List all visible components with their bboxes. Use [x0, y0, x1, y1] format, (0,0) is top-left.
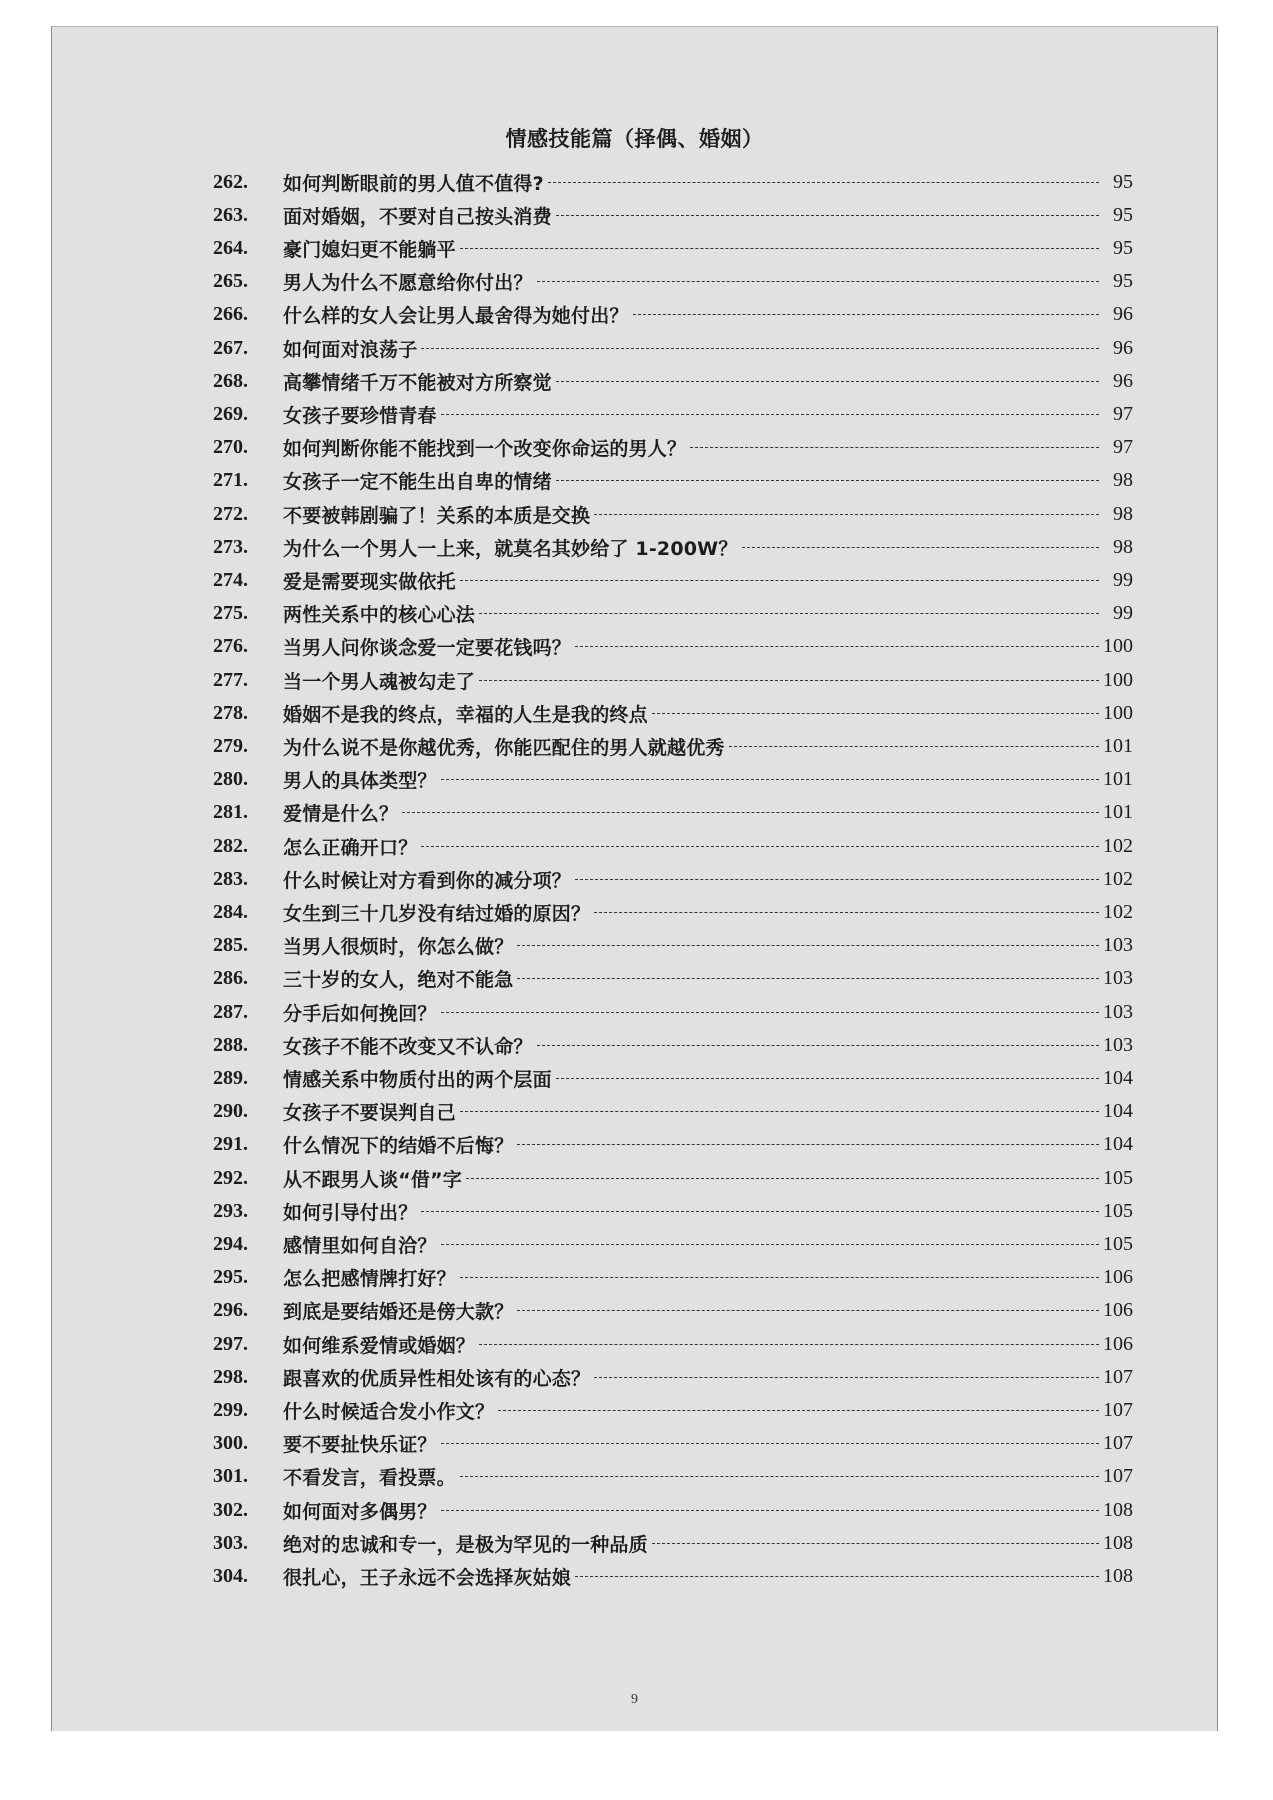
toc-dot-leader [575, 646, 1099, 647]
toc-entry-page: 108 [1103, 1564, 1133, 1587]
toc-entry-page: 98 [1113, 502, 1133, 525]
toc-entry[interactable] [213, 1063, 1133, 1093]
toc-dot-leader [517, 1310, 1099, 1311]
toc-entry-title: 分手后如何挽回？ [283, 1002, 437, 1025]
toc-entry-title: 不要被韩剧骗了！关系的本质是交换 [283, 504, 591, 527]
toc-entry-page: 106 [1103, 1266, 1133, 1289]
toc-dot-leader [441, 779, 1099, 780]
toc-entry-title: 什么时候适合发小作文？ [283, 1400, 495, 1423]
toc-dot-leader [517, 978, 1099, 979]
toc-dot-leader [460, 1277, 1099, 1278]
toc-entry-number: 270. [213, 436, 248, 459]
toc-entry-number: 284. [213, 900, 248, 923]
toc-entry-number: 287. [213, 1000, 248, 1023]
toc-entry[interactable] [213, 399, 1133, 429]
toc-entry-number: 291. [213, 1133, 248, 1156]
toc-dot-leader [594, 912, 1099, 913]
toc-entry[interactable] [213, 931, 1133, 961]
toc-entry-page: 102 [1103, 834, 1133, 857]
toc-entry[interactable] [213, 897, 1133, 927]
toc-entry-number: 263. [213, 203, 248, 226]
toc-entry-number: 276. [213, 635, 248, 658]
toc-entry-title: 如何面对多偶男？ [283, 1500, 437, 1523]
toc-dot-leader [742, 547, 1099, 548]
toc-entry-title: 什么样的女人会让男人最舍得为她付出？ [283, 305, 629, 328]
toc-entry-number: 298. [213, 1365, 248, 1388]
page-number: 9 [631, 1692, 638, 1707]
toc-entry-number: 280. [213, 768, 248, 791]
toc-entry-title: 婚姻不是我的终点，幸福的人生是我的终点 [283, 703, 648, 726]
toc-entry-number: 283. [213, 867, 248, 890]
toc-entry-number: 290. [213, 1100, 248, 1123]
toc-dot-leader [594, 1377, 1099, 1378]
toc-entry-page: 106 [1103, 1299, 1133, 1322]
toc-entry[interactable] [213, 233, 1133, 263]
toc-entry-number: 289. [213, 1066, 248, 1089]
toc-dot-leader [441, 1012, 1099, 1013]
toc-dot-leader [479, 680, 1099, 681]
toc-entry-number: 295. [213, 1266, 248, 1289]
toc-dot-leader [498, 1410, 1099, 1411]
toc-entry-title: 绝对的忠诚和专一，是极为罕见的一种品质 [283, 1533, 648, 1556]
toc-entry-title: 高攀情绪千万不能被对方所察觉 [283, 371, 552, 394]
toc-dot-leader [460, 1111, 1099, 1112]
toc-entry-title: 要不要扯快乐证？ [283, 1434, 437, 1457]
toc-entry-title: 如何面对浪荡子 [283, 338, 418, 361]
toc-entry-number: 292. [213, 1166, 248, 1189]
toc-entry-page: 103 [1103, 967, 1133, 990]
toc-entry-page: 96 [1113, 303, 1133, 326]
toc-dot-leader [479, 613, 1099, 614]
toc-entry-number: 297. [213, 1332, 248, 1355]
toc-entry[interactable] [213, 300, 1133, 330]
toc-entry-title: 怎么把感情牌打好？ [283, 1268, 456, 1291]
toc-entry-title: 两性关系中的核心心法 [283, 604, 476, 627]
toc-entry-page: 99 [1113, 602, 1133, 625]
toc-dot-leader [556, 1078, 1099, 1079]
toc-entry-number: 275. [213, 602, 248, 625]
toc-entry-number: 267. [213, 336, 248, 359]
toc-entry[interactable] [213, 1528, 1133, 1558]
toc-entry-number: 282. [213, 834, 248, 857]
toc-entry-number: 300. [213, 1432, 248, 1455]
toc-entry[interactable] [213, 1030, 1133, 1060]
toc-entry-page: 107 [1103, 1465, 1133, 1488]
toc-entry-number: 262. [213, 170, 248, 193]
toc-entry-page: 97 [1113, 436, 1133, 459]
toc-entry-title: 情感关系中物质付出的两个层面 [283, 1068, 552, 1091]
toc-dot-leader [441, 414, 1099, 415]
toc-entry[interactable] [213, 964, 1133, 994]
toc-entry[interactable] [213, 864, 1133, 894]
toc-dot-leader [594, 514, 1099, 515]
toc-dot-leader [556, 480, 1099, 481]
toc-dot-leader [537, 281, 1099, 282]
toc-entry[interactable] [213, 1263, 1133, 1293]
toc-entry-page: 104 [1103, 1066, 1133, 1089]
toc-dot-leader [441, 1510, 1099, 1511]
toc-entry-number: 288. [213, 1033, 248, 1056]
toc-entry-page: 107 [1103, 1365, 1133, 1388]
toc-entry[interactable] [213, 665, 1133, 695]
toc-entry[interactable] [213, 267, 1133, 297]
toc-entry-title: 男人为什么不愿意给你付出？ [283, 272, 533, 295]
toc-dot-leader [556, 381, 1099, 382]
toc-entry[interactable] [213, 1097, 1133, 1127]
toc-entry-number: 268. [213, 369, 248, 392]
toc-entry-page: 104 [1103, 1133, 1133, 1156]
toc-entry-title: 为什么说不是你越优秀，你能匹配住的男人就越优秀 [283, 736, 725, 759]
toc-entry-title: 如何判断眼前的男人值不值得? [283, 172, 544, 195]
toc-entry-title: 怎么正确开口？ [283, 836, 418, 859]
toc-entry-title: 从不跟男人谈“借”字 [283, 1168, 462, 1191]
toc-dot-leader [402, 812, 1099, 813]
toc-entry-title: 很扎心，王子永远不会选择灰姑娘 [283, 1566, 572, 1589]
toc-entry[interactable] [213, 1163, 1133, 1193]
toc-entry-number: 304. [213, 1564, 248, 1587]
toc-entry-title: 感情里如何自洽？ [283, 1234, 437, 1257]
toc-entry-page: 103 [1103, 1000, 1133, 1023]
toc-entry-title: 如何判断你能不能找到一个改变你命运的男人？ [283, 438, 687, 461]
toc-dot-leader [460, 1476, 1099, 1477]
toc-dot-leader [652, 1543, 1099, 1544]
toc-entry-page: 96 [1113, 336, 1133, 359]
toc-entry-number: 274. [213, 568, 248, 591]
toc-entry-page: 101 [1103, 734, 1133, 757]
toc-entry-page: 106 [1103, 1332, 1133, 1355]
toc-entry-number: 279. [213, 734, 248, 757]
toc-entry[interactable] [213, 565, 1133, 595]
toc-entry[interactable] [213, 466, 1133, 496]
toc-entry[interactable] [213, 1229, 1133, 1259]
toc-entry-number: 273. [213, 535, 248, 558]
toc-entry-page: 100 [1103, 701, 1133, 724]
toc-entry[interactable] [213, 731, 1133, 761]
toc-entry-title: 豪门媳妇更不能躺平 [283, 238, 456, 261]
toc-entry-page: 108 [1103, 1531, 1133, 1554]
toc-entry-page: 105 [1103, 1166, 1133, 1189]
toc-entry-number: 299. [213, 1398, 248, 1421]
toc-entry-title: 到底是要结婚还是傍大款？ [283, 1301, 514, 1324]
toc-entry-page: 108 [1103, 1498, 1133, 1521]
toc-entry[interactable] [213, 599, 1133, 629]
toc-entry[interactable] [213, 433, 1133, 463]
toc-entry-title: 当一个男人魂被勾走了 [283, 670, 476, 693]
toc-entry-page: 98 [1113, 535, 1133, 558]
toc-entry-page: 100 [1103, 635, 1133, 658]
toc-entry-title: 当男人问你谈念爱一定要花钱吗？ [283, 637, 572, 660]
toc-entry-title: 爱是需要现实做依托 [283, 570, 456, 593]
toc-dot-leader [537, 1045, 1099, 1046]
toc-entry-title: 什么时候让对方看到你的减分项？ [283, 869, 572, 892]
toc-entry-page: 102 [1103, 900, 1133, 923]
toc-entry[interactable] [213, 1329, 1133, 1359]
toc-entry[interactable] [213, 1196, 1133, 1226]
toc-entry-title: 面对婚姻，不要对自己按头消费 [283, 205, 552, 228]
toc-entry-page: 104 [1103, 1100, 1133, 1123]
toc-entry-page: 95 [1113, 203, 1133, 226]
toc-dot-leader [517, 1144, 1099, 1145]
toc-entry[interactable] [213, 1495, 1133, 1525]
toc-entry-number: 294. [213, 1232, 248, 1255]
toc-entry[interactable] [213, 333, 1133, 363]
toc-dot-leader [479, 1344, 1099, 1345]
toc-entry-number: 278. [213, 701, 248, 724]
toc-entry[interactable] [213, 1362, 1133, 1392]
toc-entry-page: 96 [1113, 369, 1133, 392]
toc-dot-leader [460, 580, 1099, 581]
toc-dot-leader [633, 314, 1099, 315]
toc-dot-leader [441, 1244, 1099, 1245]
toc-entry[interactable] [213, 1462, 1133, 1492]
toc-entry-title: 男人的具体类型？ [283, 770, 437, 793]
toc-entry-number: 277. [213, 668, 248, 691]
toc-entry[interactable] [213, 366, 1133, 396]
toc-entry-page: 101 [1103, 768, 1133, 791]
toc-entry-page: 107 [1103, 1432, 1133, 1455]
toc-entry-page: 95 [1113, 270, 1133, 293]
toc-entry[interactable] [213, 1429, 1133, 1459]
toc-entry-title: 不看发言，看投票。 [283, 1467, 456, 1490]
toc-entry-page: 103 [1103, 934, 1133, 957]
toc-dot-leader [548, 182, 1099, 183]
toc-entry[interactable] [213, 632, 1133, 662]
toc-entry-number: 285. [213, 934, 248, 957]
toc-entry[interactable] [213, 1395, 1133, 1425]
toc-entry-title: 女孩子不要误判自己 [283, 1102, 456, 1125]
toc-dot-leader [690, 447, 1099, 448]
toc-entry-number: 296. [213, 1299, 248, 1322]
toc-entry-page: 105 [1103, 1199, 1133, 1222]
toc-entry-page: 105 [1103, 1232, 1133, 1255]
toc-entry[interactable] [213, 200, 1133, 230]
toc-entry-page: 102 [1103, 867, 1133, 890]
toc-entry-number: 264. [213, 236, 248, 259]
toc-entry-page: 107 [1103, 1398, 1133, 1421]
toc-entry-title: 如何维系爱情或婚姻？ [283, 1334, 476, 1357]
toc-entry-number: 266. [213, 303, 248, 326]
toc-dot-leader [575, 1576, 1099, 1577]
toc-entry-number: 303. [213, 1531, 248, 1554]
toc-entry-number: 293. [213, 1199, 248, 1222]
toc-entry-title: 三十岁的女人，绝对不能急 [283, 969, 514, 992]
toc-entry-page: 103 [1103, 1033, 1133, 1056]
toc-entry[interactable] [213, 798, 1133, 828]
toc-entry-page: 95 [1113, 236, 1133, 259]
toc-entry-title: 女孩子不能不改变又不认命？ [283, 1035, 533, 1058]
toc-entry-number: 271. [213, 469, 248, 492]
toc-entry[interactable] [213, 499, 1133, 529]
toc-entry-page: 100 [1103, 668, 1133, 691]
toc-entry[interactable] [213, 831, 1133, 861]
toc-entry[interactable] [213, 997, 1133, 1027]
toc-entry-number: 281. [213, 801, 248, 824]
toc-entry[interactable] [213, 1561, 1133, 1591]
toc-dot-leader [441, 1443, 1099, 1444]
toc-entry-page: 97 [1113, 402, 1133, 425]
toc-entry-number: 301. [213, 1465, 248, 1488]
toc-entry-title: 当男人很烦时，你怎么做？ [283, 936, 514, 959]
toc-entry-title: 女孩子一定不能生出自卑的情绪 [283, 471, 552, 494]
toc-dot-leader [652, 713, 1099, 714]
toc-entry-page: 95 [1113, 170, 1133, 193]
toc-entry[interactable] [213, 532, 1133, 562]
toc-entry[interactable] [213, 698, 1133, 728]
toc-entry-number: 265. [213, 270, 248, 293]
toc-entry-number: 286. [213, 967, 248, 990]
toc-entry[interactable] [213, 1130, 1133, 1160]
toc-dot-leader [460, 248, 1099, 249]
toc-entry-page: 101 [1103, 801, 1133, 824]
toc-dot-leader [421, 846, 1099, 847]
toc-entry-number: 302. [213, 1498, 248, 1521]
toc-entry-page: 99 [1113, 568, 1133, 591]
toc-entry-number: 272. [213, 502, 248, 525]
toc-entry-title: 为什么一个男人一上来，就莫名其妙给了 1-200W？ [283, 537, 738, 560]
toc-entry-title: 如何引导付出？ [283, 1201, 418, 1224]
toc-entry-page: 98 [1113, 469, 1133, 492]
toc-entry-title: 跟喜欢的优质异性相处该有的心态？ [283, 1367, 591, 1390]
section-title: 情感技能篇（择偶、婚姻） [505, 126, 764, 151]
toc-dot-leader [729, 746, 1099, 747]
toc-entry[interactable] [213, 765, 1133, 795]
toc-entry-title: 什么情况下的结婚不后悔？ [283, 1135, 514, 1158]
toc-entry-title: 女生到三十几岁没有结过婚的原因？ [283, 902, 591, 925]
toc-dot-leader [575, 879, 1099, 880]
toc-entry-number: 269. [213, 402, 248, 425]
document-sheet [51, 26, 1218, 1731]
toc-entry-title: 爱情是什么？ [283, 803, 399, 826]
toc-dot-leader [421, 1211, 1099, 1212]
toc-entry[interactable] [213, 167, 1133, 197]
toc-dot-leader [517, 945, 1099, 946]
toc-dot-leader [421, 348, 1099, 349]
toc-dot-leader [466, 1178, 1099, 1179]
toc-dot-leader [556, 215, 1099, 216]
toc-entry[interactable] [213, 1296, 1133, 1326]
toc-entry-title: 女孩子要珍惜青春 [283, 404, 437, 427]
